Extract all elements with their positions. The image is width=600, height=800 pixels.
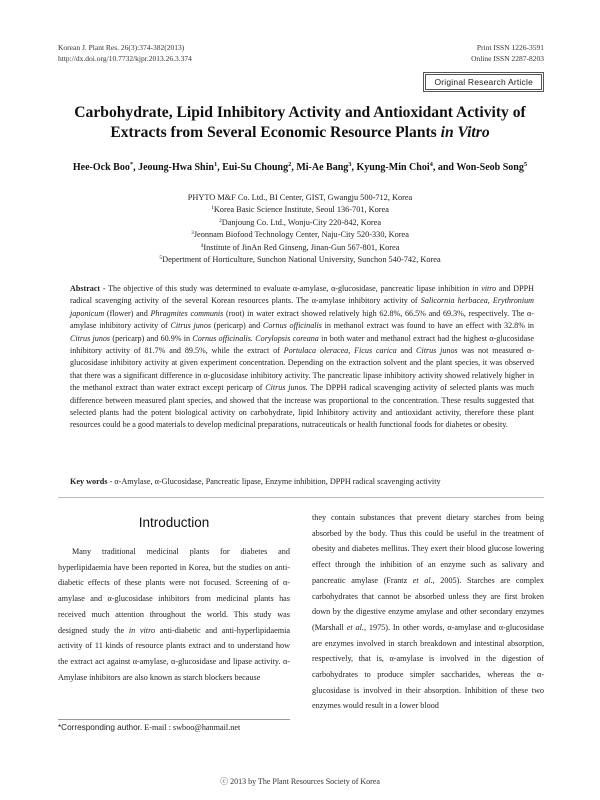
- copyright-footer: ⓒ 2013 by The Plant Resources Society of Korea: [220, 777, 380, 786]
- author-affiliation-mark: 3: [348, 161, 352, 168]
- author-name-text: Kyung-Min Choi: [356, 162, 430, 173]
- author-name: [296, 162, 351, 173]
- abstract-italic-text: Salicornia herbacea: [420, 296, 488, 306]
- affiliation-line: [60, 242, 540, 254]
- abstract-text: The DPPH radical scavenging activity of selected plants was much difference between measured plant species, and showed that the increase was proportional to the concentration. These results suggested that selected plants had the potent biological activity on carbohydrate, lipid Inhibitory activity and antioxidant activity, therefore these plant resources could be a good materials to develop medicinal preparations, nutraceuticals or health functional foods for diabetes or obesity.: [70, 383, 534, 430]
- abstract-italic-text: Portulaca oleracea: [283, 346, 349, 356]
- abstract-text: (root) in water extract showed relatively high 62.8%, 66.5% and 69.3%, respectively. The α-amylase inhibitory activity of: [70, 308, 534, 331]
- abstract-text: and DPPH radical scavenging activity of the several Korean resources plants. The α-amylase inhibitory activity of: [70, 284, 535, 306]
- affiliation-list: [60, 192, 540, 266]
- introduction-right-text: [312, 510, 544, 714]
- affiliation-text: Jeonnam Biofood Technology Center, Naju-City 520-330, Korea: [193, 230, 409, 240]
- author-name: [138, 162, 217, 173]
- abstract-italic-text: Citrus junos: [170, 321, 212, 331]
- affiliation-line: [60, 254, 540, 266]
- issn-block: [471, 42, 544, 64]
- author-affiliation-mark: *: [129, 161, 134, 168]
- affiliation-mark: 3: [191, 230, 194, 237]
- introduction-right-text: , 1975). In other words, α-amylase and α-glucosidase are enzymes involved in starch breakdown and intestinal absorption, respectively, that is, α-amylase is involved in the digestion of carbohydrates to produce simpler saccharides, whereas the α-glucosidase is involved in their absorption. Inhibition of these two enzymes would result in a lower blood: [312, 622, 544, 711]
- footnote-label: *Corresponding author.: [58, 723, 143, 732]
- title-line-2-italic: in Vitro: [440, 124, 490, 141]
- abstract-italic-text: in vitro: [472, 284, 497, 293]
- doi-link[interactable]: http://dx.doi.org/10.7732/kjpr.2013.26.3.374: [58, 54, 192, 63]
- introduction-left-text: anti-diabetic and anti-hyperlipidaemia activity of 11 kinds of resource plants extract and to understand how the extract act against α-amylase, α-glucosidase and lipase activity. α-Amylase inhibitors are also known as starch blockers because: [58, 625, 290, 682]
- abstract-label: Abstract: [70, 284, 101, 293]
- affiliation-mark: 2: [218, 217, 222, 224]
- author-name-text: Jeoung-Hwa Shin: [138, 162, 214, 173]
- abstract-text: ,: [487, 296, 493, 306]
- abstract-text: (pericarp) and 60.9% in: [110, 333, 193, 343]
- introduction-right-text: , 2005). Starches are complex carbohydrates that cannot be absorbed unless they are first broken down by the digestive enzyme amylase and other secondary enzymes (Marshall: [312, 575, 545, 632]
- introduction-right-italic-text: et al.: [346, 622, 364, 632]
- title-line-2: [40, 123, 560, 143]
- introduction-heading: Introduction: [138, 515, 210, 530]
- author-name: [222, 162, 291, 173]
- author-affiliation-mark: 4: [429, 161, 433, 168]
- abstract-italic-text: Citrus junos: [416, 346, 458, 356]
- left-column: [58, 510, 290, 685]
- introduction-left-text: Many traditional medicinal plants for diabetes and hyperlipidaemia have been reported in Korea, but the studies on anti-diabetic effects of these plants were not focused. Screening of α-amylase and α-glucosidase inhibitors from medicinal plants has received much attention throughout the world. This study was designed study the: [58, 547, 290, 635]
- abstract-text: (pericarp) and: [211, 321, 263, 331]
- introduction-right-italic-text: et al.: [412, 575, 433, 585]
- introduction-right-text: they contain substances that prevent dietary starches from being absorbed by the body. Thus this could be useful in the treatment of obesity and diabetes mellitus. They exert their blood glucose lowering effect through the inhibition of an enzyme such as salivary and pancreatic amylase (Frantz: [312, 513, 544, 585]
- abstract-text: was not measured α-glucosidase inhibitory activity at given experiment concentration. Depending on the extraction solvent and the plant species, it was observed that there was a significant difference in α-glucosidase inhibitory activity. The pancreatic lipase inhibitory activity showed relatively higher in the methanol extract than water extract except pericarp of: [70, 346, 534, 393]
- abstract-text: and: [396, 346, 417, 356]
- author-affiliation-mark: 5: [523, 161, 528, 168]
- right-column: [312, 510, 544, 714]
- title-line-2-main: Extracts from Several Economic Resource Plants: [110, 124, 441, 141]
- affiliation-line: [60, 229, 540, 241]
- article-title: [40, 103, 560, 143]
- article-type-label: Original Research Article: [425, 74, 542, 90]
- affiliation-text: Korea Basic Science Institute, Seoul 136-701, Korea: [213, 205, 389, 215]
- author-name: [456, 162, 527, 173]
- abstract-text: ,: [348, 346, 355, 356]
- article-type-badge: [423, 72, 544, 92]
- abstract-body: [70, 284, 534, 429]
- abstract-italic-text: Cornus officinalis: [262, 321, 322, 331]
- author-list: Hee-Ock Boo*, Jeoung-Hwa Shin$^1$, Eui-Su Choung$^2$, Mi-Ae Bang$^3$, Kyung-Min Choi$^4$, and Won-Seob Song$^5$: [72, 161, 528, 173]
- author-name-text: Won-Seob Song: [456, 162, 524, 173]
- journal-reference: Korean J. Plant Res. 26(3):374-382(2013): [58, 43, 185, 52]
- abstract-italic-text: Cornus officinalis. Corylopsis coreana: [192, 333, 319, 343]
- introduction-left-italic-text: in vitro: [128, 625, 156, 635]
- author-affiliation-mark: 2: [288, 161, 292, 168]
- section-divider: [58, 497, 544, 498]
- affiliation-mark: 5: [159, 255, 163, 262]
- introduction-left-text: [58, 544, 290, 685]
- affiliation-text: Depertment of Horticulture, Sunchon National University, Sunchon 540-742, Korea: [162, 255, 441, 265]
- author-name: [357, 162, 433, 173]
- abstract-italic-text: Erythronium japonicum: [70, 296, 534, 318]
- abstract-text: - The objective of this study was determined to evaluate α-amylase, α-glucosidase, pancreatic lipase inhibition: [100, 284, 473, 293]
- keywords-label: Key words: [70, 477, 108, 486]
- affiliation-text: Institute of JinAn Red Ginseng, Jinan-Gun 567-801, Korea: [203, 242, 400, 252]
- journal-citation: [58, 42, 192, 64]
- abstract-text: in both water and methanol extract had the highest α-glucosidase inhibitory activity of 81.7% and 89.5%, while the extract of: [70, 333, 535, 356]
- footnote-email[interactable]: E-mail : swboo@hanmail.net: [142, 723, 241, 732]
- author-joiner: and: [437, 162, 454, 173]
- abstract-text: in methanol extract was found to have an effect with 32.8% in: [321, 321, 534, 331]
- abstract-italic-text: Citrus junos: [70, 333, 111, 343]
- abstract-italic-text: Ficus carica: [354, 346, 397, 356]
- author-affiliation-mark: 1: [213, 161, 218, 168]
- author-name-text: Hee-Ock Boo: [72, 162, 130, 173]
- author-name-text: Mi-Ae Bang: [296, 162, 349, 173]
- keywords: [70, 476, 534, 488]
- affiliation-mark: 1: [211, 205, 214, 212]
- abstract: [70, 283, 534, 432]
- affiliation-line: [60, 204, 540, 216]
- abstract-italic-text: Citrus junos.: [265, 383, 308, 393]
- title-line-1: Carbohydrate, Lipid Inhibitory Activity and Antioxidant Activity of: [74, 104, 526, 121]
- footnote-divider: [58, 719, 290, 720]
- affiliation-text: PHYTO M&F Co. Ltd., BI Center, GIST, Gwangju 500-712, Korea: [187, 193, 413, 202]
- abstract-italic-text: Phragmites communis: [150, 308, 224, 318]
- affiliation-mark: 4: [200, 242, 204, 249]
- author-name: [73, 162, 133, 173]
- affiliation-line: [60, 192, 540, 204]
- print-issn: Print ISSN 1226-3591: [476, 43, 544, 52]
- affiliation-text: Danjoung Co. Ltd., Wonju-City 220-842, Korea: [221, 217, 382, 227]
- corresponding-author-footnote: [58, 723, 240, 732]
- affiliation-line: [60, 217, 540, 229]
- abstract-text: (flower) and: [104, 308, 151, 318]
- online-issn: Online ISSN 2287-8203: [471, 54, 544, 63]
- keywords-text: - α-Amylase, α-Glucosidase, Pancreatic lipase, Enzyme inhibition, DPPH radical scavenging activity: [107, 477, 441, 486]
- author-name-text: Eui-Su Choung: [222, 162, 289, 173]
